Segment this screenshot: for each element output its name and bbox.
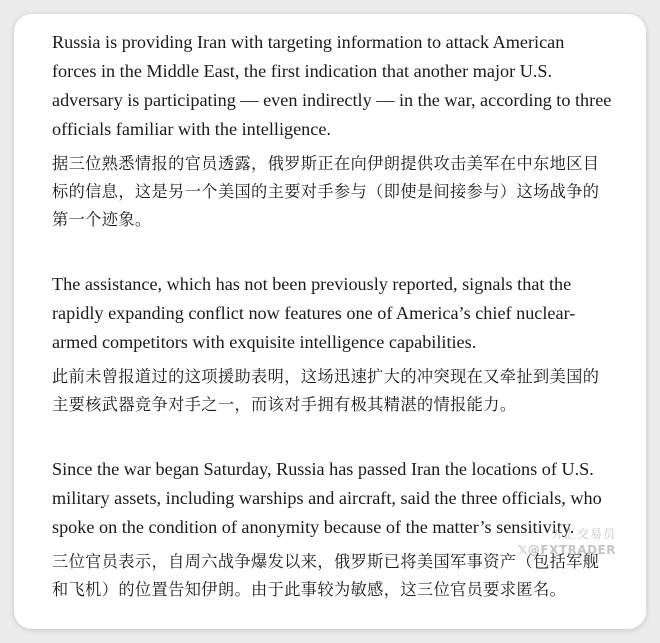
paragraph-block-1: [52, 28, 612, 234]
article-card: [14, 14, 646, 629]
paragraph-chinese-3: 三位官员表示，自周六战争爆发以来，俄罗斯已将美国军事资产（包括军舰和飞机）的位置告知伊朗。由于此事较为敏感，这三位官员要求匿名。: [52, 552, 600, 599]
article-body: [52, 28, 612, 604]
paragraph-english-1: Russia is providing Iran with targeting information to attack American forces in the Middle East, the first indication that another major U.S. adversary is participating — even indirectly — in the war, according to three officials familiar with the intelligence.: [52, 32, 612, 139]
paragraph-chinese-1: 据三位熟悉情报的官员透露，俄罗斯正在向伊朗提供攻击美军在中东地区目标的信息，这是另一个美国的主要对手参与（即使是间接参与）这场战争的第一个迹象。: [52, 154, 600, 229]
watermark-name: 外汇交易员: [550, 527, 616, 541]
paragraph-english-2: The assistance, which has not been previously reported, signals that the rapidly expanding conflict now features one of America’s chief nuclear-armed competitors with exquisite intelligence capabilities.: [52, 274, 576, 352]
paragraph-english-3: Since the war began Saturday, Russia has passed Iran the locations of U.S. military assets, including warships and aircraft, said the three officials, who spoke on the condition of anonymity because of the matter’s sensitivity.: [52, 459, 602, 537]
watermark-handle: 𝕏@FXTRADER: [517, 543, 616, 557]
watermark: [518, 526, 616, 558]
paragraph-block-2: [52, 270, 612, 419]
paragraph-chinese-2: 此前未曾报道过的这项援助表明，这场迅速扩大的冲突现在又牵扯到美国的主要核武器竞争对手之一，而该对手拥有极其精湛的情报能力。: [52, 367, 600, 414]
